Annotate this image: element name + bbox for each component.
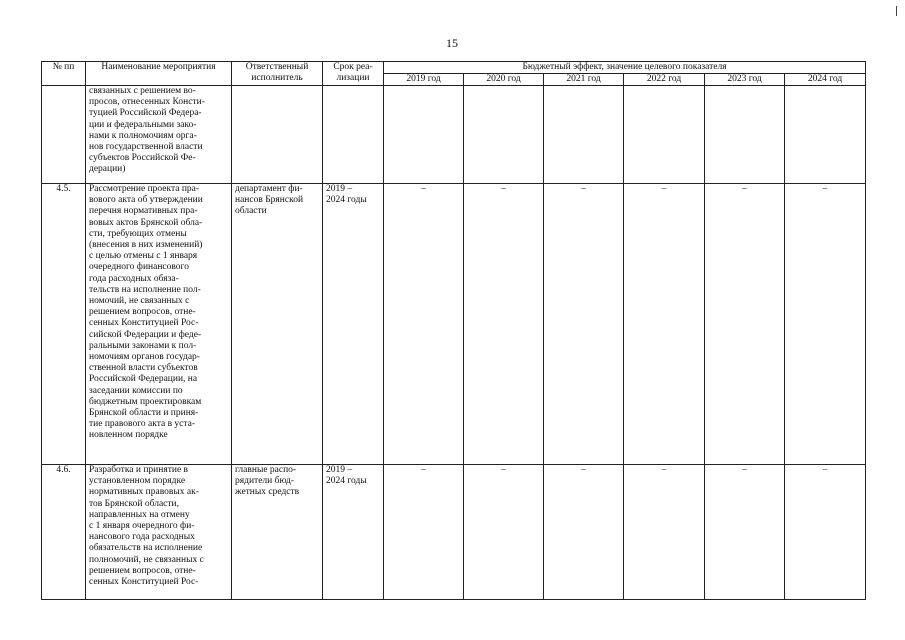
row-responsible: департамент фи- нансов Брянской области <box>232 184 323 465</box>
row-value <box>464 86 544 184</box>
row-value: – <box>705 184 785 465</box>
row-term <box>323 86 384 184</box>
header-year: 2023 год <box>705 74 785 86</box>
header-budget-effect: Бюджетный эффект, значение целевого показателя <box>384 62 866 74</box>
table-row <box>42 465 866 600</box>
row-name: связанных с решением во- просов, отнесенных Консти- туцией Российской Федера- ции и федеральными зако- нами к полномочиям орга- нов государственной власти субъектов Российской Фе- дерации) <box>86 86 232 184</box>
header-term: Срок реа- лизации <box>323 62 384 86</box>
header-year: 2024 год <box>785 74 866 86</box>
row-num: 4.6. <box>42 465 86 600</box>
row-value <box>384 86 464 184</box>
row-value: – <box>624 184 705 465</box>
page-number: 15 <box>446 36 458 50</box>
row-value <box>544 86 624 184</box>
header-year: 2019 год <box>384 74 464 86</box>
row-value: – <box>464 465 544 600</box>
header-year: 2020 год <box>464 74 544 86</box>
table-row <box>42 184 866 465</box>
row-value: – <box>544 184 624 465</box>
table-row <box>42 86 866 184</box>
row-name: Разработка и принятие в установленном порядке нормативных правовых ак- тов Брянской области, направленных на отмену с 1 января очередного фи- нансового года расходных обязательств на исполнение полномочий, не связанных с решением вопросов, отне- сенных Конституцией Рос- <box>86 465 232 600</box>
row-value: – <box>705 465 785 600</box>
row-num: 4.5. <box>42 184 86 465</box>
measures-table <box>41 61 866 600</box>
row-num <box>42 86 86 184</box>
header-row-1 <box>42 62 866 74</box>
header-year: 2021 год <box>544 74 624 86</box>
row-value: – <box>384 465 464 600</box>
row-value: – <box>384 184 464 465</box>
row-value: – <box>785 465 866 600</box>
row-value <box>624 86 705 184</box>
row-term: 2019 – 2024 годы <box>323 465 384 600</box>
row-value: – <box>464 184 544 465</box>
row-responsible: главные распо- рядители бюд- жетных средств <box>232 465 323 600</box>
row-value <box>785 86 866 184</box>
row-name: Рассмотрение проекта пра- вового акта об утверждении перечня нормативных пра- вовых актов Брянской обла- сти, требующих отмены (внесения в них изменений) с целью отмены с 1 января очередного финансового года расходных обяза- тельств на исполнение пол- номочий, не связанных с решением вопросов, отне- сенных Конституцией Рос- сийской Федерации и феде- ральными законами к пол- номочиям органов государ- ственной власти субъектов Российской Федерации, на заседании комиссии по бюджетным проектировкам Брянской области и приня- тие правового акта в уста- новленном порядке <box>86 184 232 465</box>
header-year: 2022 год <box>624 74 705 86</box>
row-value <box>705 86 785 184</box>
header-num: № пп <box>42 62 86 86</box>
header-name: Наименование мероприятия <box>86 62 232 86</box>
edge-mark <box>896 6 897 16</box>
header-responsible: Ответственный исполнитель <box>232 62 323 86</box>
row-responsible <box>232 86 323 184</box>
row-term: 2019 – 2024 годы <box>323 184 384 465</box>
row-value: – <box>785 184 866 465</box>
row-value: – <box>544 465 624 600</box>
row-value: – <box>624 465 705 600</box>
